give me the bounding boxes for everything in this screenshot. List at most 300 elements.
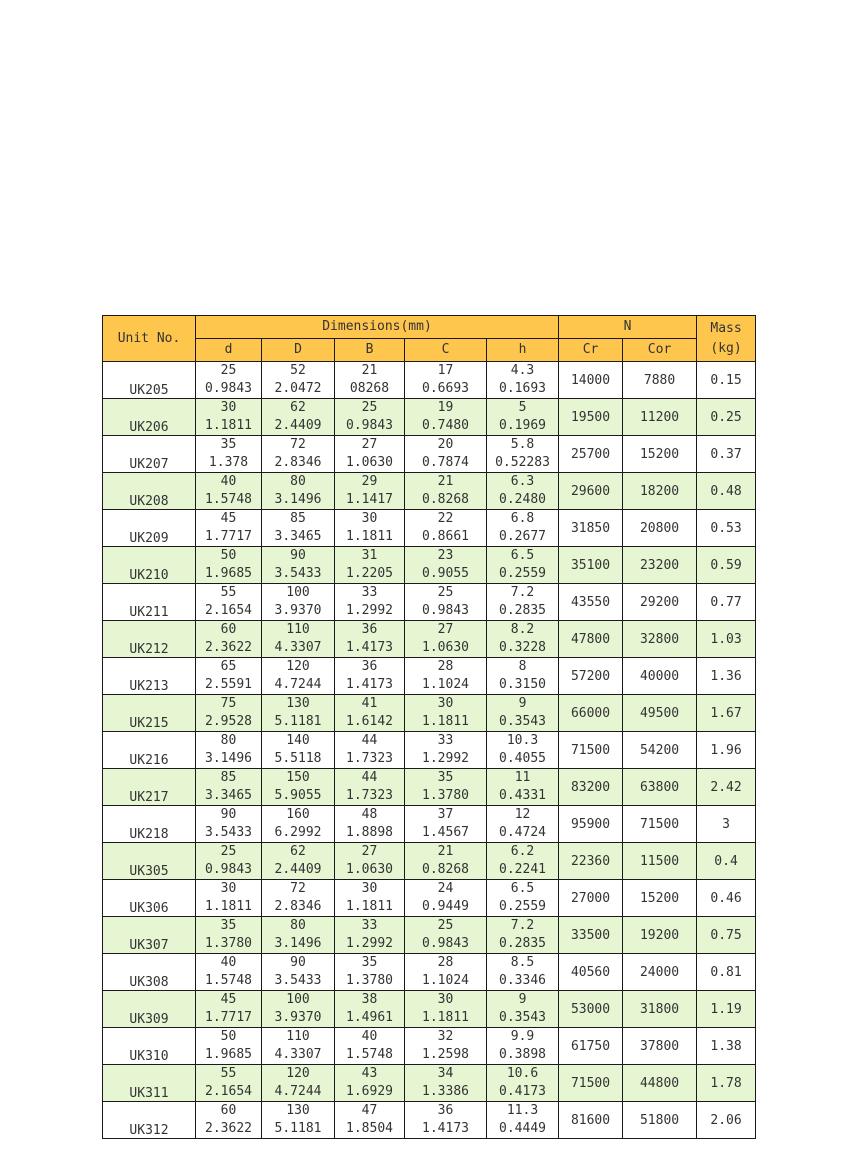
cell-dim-D [262, 658, 335, 695]
table-row [103, 621, 756, 658]
cell-dim-h [487, 732, 559, 769]
value-mm: 44 [361, 770, 378, 785]
value-inch: 2.4409 [274, 862, 322, 877]
value-mm: 31 [361, 548, 378, 563]
cell-dim-D [262, 695, 335, 732]
value-inch: 1.8898 [346, 825, 393, 840]
value-mm: 4.3 [510, 363, 535, 378]
value-mm: 33 [437, 733, 454, 748]
cell-mass: 2.06 [697, 1102, 756, 1139]
cell-cor: 44800 [623, 1065, 697, 1102]
value-mm: 33 [361, 585, 378, 600]
value-mm: 21 [437, 844, 454, 859]
cell-cr: 81600 [559, 1102, 623, 1139]
value-mm: 28 [437, 659, 454, 674]
cell-mass: 1.78 [697, 1065, 756, 1102]
cell-cr: 35100 [559, 547, 623, 584]
value-mm: 110 [286, 1029, 310, 1044]
value-mm: 36 [361, 659, 378, 674]
value-inch: 1.1811 [422, 1010, 469, 1025]
cell-dim-B [335, 473, 405, 510]
value-mm: 28 [437, 955, 454, 970]
cell-dim-d [196, 362, 262, 399]
value-mm: 52 [290, 363, 306, 378]
cell-dim-d [196, 917, 262, 954]
cell-unit-no: UK218 [103, 806, 196, 843]
cell-mass: 0.25 [697, 399, 756, 436]
value-mm: 35 [437, 770, 454, 785]
value-inch: 0.9449 [422, 899, 469, 914]
cell-unit-no: UK310 [103, 1028, 196, 1065]
value-inch: 1.7323 [346, 751, 393, 766]
value-inch: 4.3307 [274, 1047, 322, 1062]
cell-unit-no: UK312 [103, 1102, 196, 1139]
cell-mass: 1.67 [697, 695, 756, 732]
value-inch: 0.2835 [499, 936, 546, 951]
value-inch: 2.4409 [274, 418, 322, 433]
cell-dim-h [487, 584, 559, 621]
cell-dim-B [335, 843, 405, 880]
cell-unit-no: UK207 [103, 436, 196, 473]
value-inch: 1.1811 [205, 899, 252, 914]
cell-dim-C [405, 1065, 487, 1102]
cell-dim-C [405, 991, 487, 1028]
value-inch: 1.4961 [346, 1010, 393, 1025]
value-mm: 90 [220, 807, 237, 822]
cell-cr: 53000 [559, 991, 623, 1028]
value-inch: 2.3622 [205, 640, 252, 655]
cell-dim-B [335, 399, 405, 436]
value-inch: 0.3543 [499, 714, 546, 729]
value-mm: 6.5 [510, 548, 535, 563]
cell-mass: 0.37 [697, 436, 756, 473]
header-mass [697, 316, 756, 362]
value-inch: 1.2598 [422, 1047, 469, 1062]
value-mm: 25 [437, 918, 454, 933]
value-inch: 0.3898 [499, 1047, 546, 1062]
table-body [103, 362, 756, 1139]
cell-cor: 23200 [623, 547, 697, 584]
cell-cr: 40560 [559, 954, 623, 991]
cell-dim-D [262, 991, 335, 1028]
cell-dim-d [196, 880, 262, 917]
value-inch: 5.5118 [274, 751, 322, 766]
value-inch: 1.4567 [422, 825, 469, 840]
value-inch: 0.2241 [499, 862, 546, 877]
value-mm: 37 [437, 807, 454, 822]
value-inch: 0.1969 [499, 418, 546, 433]
cell-dim-d [196, 658, 262, 695]
cell-dim-B [335, 362, 405, 399]
value-mm: 60 [220, 1103, 237, 1118]
cell-cr: 25700 [559, 436, 623, 473]
cell-cor: 54200 [623, 732, 697, 769]
header-dimensions: Dimensions(mm) [196, 316, 559, 339]
value-inch: 3.9370 [274, 603, 322, 618]
cell-mass: 1.96 [697, 732, 756, 769]
table-row [103, 917, 756, 954]
cell-dim-D [262, 547, 335, 584]
value-mm: 30 [361, 881, 378, 896]
table-row [103, 769, 756, 806]
cell-mass: 0.4 [697, 843, 756, 880]
value-inch: 1.6142 [346, 714, 393, 729]
table-row [103, 473, 756, 510]
value-inch: 0.7874 [422, 455, 469, 470]
value-mm: 24 [437, 881, 454, 896]
value-inch: 0.2480 [499, 492, 546, 507]
value-inch: 08268 [349, 381, 390, 396]
value-mm: 5.8 [510, 437, 535, 452]
cell-cor: 18200 [623, 473, 697, 510]
cell-dim-d [196, 1065, 262, 1102]
cell-dim-d [196, 843, 262, 880]
cell-cr: 66000 [559, 695, 623, 732]
value-inch: 0.3228 [499, 640, 546, 655]
value-mm: 8.5 [510, 955, 535, 970]
value-inch: 1.2205 [346, 566, 393, 581]
value-mm: 32 [437, 1029, 454, 1044]
value-inch: 5.9055 [274, 788, 322, 803]
cell-dim-C [405, 399, 487, 436]
table-row [103, 954, 756, 991]
cell-cr: 27000 [559, 880, 623, 917]
cell-dim-B [335, 732, 405, 769]
value-inch: 3.5433 [274, 566, 322, 581]
cell-dim-h [487, 1065, 559, 1102]
value-inch: 0.9055 [422, 566, 469, 581]
cell-dim-C [405, 695, 487, 732]
value-inch: 0.3346 [499, 973, 546, 988]
cell-cor: 20800 [623, 510, 697, 547]
cell-mass: 1.03 [697, 621, 756, 658]
cell-mass: 2.42 [697, 769, 756, 806]
value-mm: 33 [361, 918, 378, 933]
cell-dim-h [487, 436, 559, 473]
cell-dim-C [405, 658, 487, 695]
table-row [103, 1028, 756, 1065]
value-mm: 7.2 [510, 918, 535, 933]
cell-dim-C [405, 1102, 487, 1139]
cell-dim-C [405, 954, 487, 991]
cell-dim-d [196, 732, 262, 769]
value-inch: 3.5433 [274, 973, 322, 988]
cell-cr: 43550 [559, 584, 623, 621]
value-mm: 30 [437, 696, 454, 711]
table-row [103, 1102, 756, 1139]
value-inch: 1.378 [208, 455, 249, 470]
cell-dim-h [487, 510, 559, 547]
cell-dim-d [196, 991, 262, 1028]
value-mm: 25 [437, 585, 454, 600]
cell-dim-C [405, 473, 487, 510]
cell-dim-h [487, 695, 559, 732]
header-col-D: D [262, 339, 335, 362]
value-mm: 150 [286, 770, 310, 785]
value-mm: 25 [361, 400, 378, 415]
value-inch: 1.6929 [346, 1084, 393, 1099]
cell-cor: 63800 [623, 769, 697, 806]
cell-cr: 33500 [559, 917, 623, 954]
cell-dim-B [335, 991, 405, 1028]
value-inch: 2.8346 [274, 455, 322, 470]
cell-dim-D [262, 436, 335, 473]
cell-dim-h [487, 547, 559, 584]
value-inch: 1.1024 [422, 677, 469, 692]
value-mm: 35 [220, 918, 237, 933]
value-mm: 29 [361, 474, 378, 489]
cell-unit-no: UK306 [103, 880, 196, 917]
value-inch: 0.8661 [422, 529, 469, 544]
cell-dim-d [196, 547, 262, 584]
value-mm: 36 [361, 622, 378, 637]
cell-unit-no: UK308 [103, 954, 196, 991]
value-inch: 1.1417 [346, 492, 393, 507]
cell-dim-h [487, 658, 559, 695]
value-mm: 17 [437, 363, 454, 378]
cell-cr: 19500 [559, 399, 623, 436]
cell-cr: 95900 [559, 806, 623, 843]
value-mm: 10.3 [506, 733, 539, 748]
cell-unit-no: UK205 [103, 362, 196, 399]
value-inch: 3.3465 [205, 788, 252, 803]
value-mm: 50 [220, 548, 237, 563]
cell-dim-B [335, 621, 405, 658]
value-inch: 2.9528 [205, 714, 252, 729]
value-inch: 0.9843 [346, 418, 393, 433]
cell-dim-C [405, 621, 487, 658]
value-mm: 8 [518, 659, 527, 674]
cell-unit-no: UK208 [103, 473, 196, 510]
value-inch: 0.1693 [499, 381, 546, 396]
value-mm: 130 [286, 696, 310, 711]
value-mm: 120 [286, 1066, 310, 1081]
value-inch: 5.1181 [274, 714, 322, 729]
cell-mass: 0.81 [697, 954, 756, 991]
value-inch: 1.5748 [205, 973, 252, 988]
value-inch: 1.1811 [205, 418, 252, 433]
cell-dim-h [487, 621, 559, 658]
cell-dim-h [487, 399, 559, 436]
cell-dim-B [335, 806, 405, 843]
value-inch: 1.2992 [346, 603, 393, 618]
cell-cr: 61750 [559, 1028, 623, 1065]
value-mm: 35 [361, 955, 378, 970]
cell-dim-d [196, 954, 262, 991]
value-mm: 43 [361, 1066, 378, 1081]
cell-dim-D [262, 473, 335, 510]
header-unit-no: Unit No. [103, 316, 196, 362]
value-inch: 2.1654 [205, 603, 252, 618]
cell-cor: 11500 [623, 843, 697, 880]
cell-dim-D [262, 621, 335, 658]
cell-cr: 29600 [559, 473, 623, 510]
cell-dim-d [196, 1102, 262, 1139]
value-mm: 45 [220, 992, 237, 1007]
cell-mass: 0.15 [697, 362, 756, 399]
cell-unit-no: UK216 [103, 732, 196, 769]
cell-mass: 1.19 [697, 991, 756, 1028]
cell-unit-no: UK213 [103, 658, 196, 695]
value-inch: 1.2992 [346, 936, 393, 951]
cell-cor: 15200 [623, 880, 697, 917]
value-inch: 1.3386 [422, 1084, 469, 1099]
value-mm: 45 [220, 511, 237, 526]
value-inch: 0.3150 [499, 677, 546, 692]
value-inch: 2.3622 [205, 1121, 252, 1136]
value-inch: 1.1024 [422, 973, 469, 988]
value-inch: 1.1811 [346, 899, 393, 914]
cell-mass: 0.53 [697, 510, 756, 547]
cell-dim-D [262, 806, 335, 843]
cell-cor: 15200 [623, 436, 697, 473]
cell-unit-no: UK305 [103, 843, 196, 880]
cell-dim-D [262, 584, 335, 621]
cell-dim-D [262, 362, 335, 399]
cell-cor: 49500 [623, 695, 697, 732]
value-mm: 55 [220, 585, 237, 600]
value-mm: 21 [437, 474, 454, 489]
value-inch: 1.7717 [205, 529, 252, 544]
value-mm: 23 [437, 548, 454, 563]
cell-cr: 31850 [559, 510, 623, 547]
value-mm: 27 [361, 844, 378, 859]
value-mm: 80 [220, 733, 237, 748]
value-inch: 0.6693 [422, 381, 469, 396]
value-inch: 0.4724 [499, 825, 546, 840]
cell-cr: 14000 [559, 362, 623, 399]
cell-dim-d [196, 1028, 262, 1065]
cell-dim-B [335, 1028, 405, 1065]
cell-dim-d [196, 695, 262, 732]
cell-dim-C [405, 436, 487, 473]
value-mm: 6.5 [510, 881, 535, 896]
header-col-h: h [487, 339, 559, 362]
value-mm: 12 [514, 807, 531, 822]
value-inch: 0.8268 [422, 862, 469, 877]
cell-dim-B [335, 547, 405, 584]
value-inch: 0.9843 [422, 603, 469, 618]
value-inch: 0.3543 [499, 1010, 546, 1025]
cell-dim-B [335, 658, 405, 695]
table-row [103, 843, 756, 880]
value-inch: 1.0630 [422, 640, 469, 655]
value-inch: 0.8268 [422, 492, 469, 507]
cell-cor: 11200 [623, 399, 697, 436]
header-col-Cor: Cor [623, 339, 697, 362]
header-col-C: C [405, 339, 487, 362]
cell-dim-C [405, 584, 487, 621]
cell-dim-B [335, 769, 405, 806]
value-inch: 1.9685 [205, 566, 252, 581]
table-row [103, 510, 756, 547]
value-mm: 20 [437, 437, 454, 452]
cell-dim-D [262, 510, 335, 547]
value-mm: 11.3 [506, 1103, 539, 1118]
table-row [103, 584, 756, 621]
value-inch: 0.4055 [499, 751, 546, 766]
cell-dim-C [405, 769, 487, 806]
cell-unit-no: UK206 [103, 399, 196, 436]
cell-dim-h [487, 917, 559, 954]
cell-cr: 71500 [559, 732, 623, 769]
value-mm: 62 [290, 844, 306, 859]
cell-dim-D [262, 954, 335, 991]
value-inch: 2.5591 [205, 677, 252, 692]
cell-dim-D [262, 1102, 335, 1139]
value-inch: 0.4331 [499, 788, 546, 803]
value-mm: 50 [220, 1029, 237, 1044]
value-mm: 100 [286, 585, 310, 600]
header-col-d: d [196, 339, 262, 362]
cell-mass: 0.46 [697, 880, 756, 917]
value-mm: 27 [437, 622, 454, 637]
value-mm: 21 [361, 363, 378, 378]
value-mm: 120 [286, 659, 310, 674]
value-mm: 110 [286, 622, 310, 637]
value-inch: 3.1496 [274, 936, 322, 951]
cell-dim-D [262, 843, 335, 880]
value-inch: 3.3465 [274, 529, 322, 544]
cell-dim-h [487, 1028, 559, 1065]
value-inch: 0.9843 [205, 381, 252, 396]
value-mm: 11 [514, 770, 531, 785]
value-mm: 30 [220, 400, 237, 415]
value-mm: 130 [286, 1103, 310, 1118]
cell-dim-C [405, 547, 487, 584]
cell-dim-d [196, 806, 262, 843]
cell-unit-no: UK307 [103, 917, 196, 954]
value-mm: 7.2 [510, 585, 535, 600]
value-mm: 6.2 [510, 844, 535, 859]
value-mm: 5 [518, 400, 527, 415]
value-inch: 1.0630 [346, 862, 393, 877]
cell-dim-d [196, 473, 262, 510]
value-inch: 0.9843 [205, 862, 252, 877]
cell-cor: 40000 [623, 658, 697, 695]
value-mm: 75 [220, 696, 237, 711]
value-mm: 36 [437, 1103, 454, 1118]
cell-dim-D [262, 880, 335, 917]
cell-dim-h [487, 880, 559, 917]
cell-dim-C [405, 510, 487, 547]
value-mm: 9 [518, 696, 527, 711]
value-inch: 1.9685 [205, 1047, 252, 1062]
cell-dim-C [405, 732, 487, 769]
cell-mass: 0.77 [697, 584, 756, 621]
value-mm: 90 [290, 955, 306, 970]
value-mm: 38 [361, 992, 378, 1007]
cell-mass: 0.48 [697, 473, 756, 510]
value-inch: 1.5748 [205, 492, 252, 507]
value-inch: 3.1496 [274, 492, 322, 507]
value-inch: 1.7717 [205, 1010, 252, 1025]
cell-dim-h [487, 1102, 559, 1139]
cell-mass: 3 [697, 806, 756, 843]
cell-dim-d [196, 510, 262, 547]
value-inch: 1.3780 [422, 788, 469, 803]
value-inch: 2.0472 [274, 381, 322, 396]
cell-dim-D [262, 769, 335, 806]
cell-dim-d [196, 399, 262, 436]
value-inch: 0.2835 [499, 603, 546, 618]
cell-mass: 1.38 [697, 1028, 756, 1065]
table-row [103, 991, 756, 1028]
value-inch: 5.1181 [274, 1121, 322, 1136]
value-mm: 100 [286, 992, 310, 1007]
value-inch: 3.9370 [274, 1010, 322, 1025]
table-row [103, 362, 756, 399]
